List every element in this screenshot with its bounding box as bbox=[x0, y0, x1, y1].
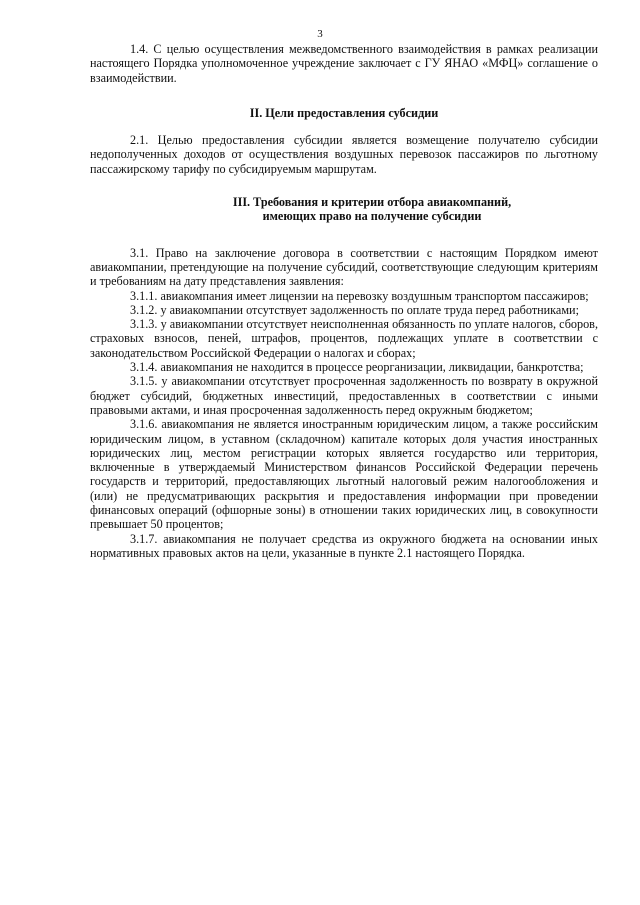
page-number: 3 bbox=[317, 28, 323, 40]
section-3-heading-block bbox=[90, 195, 598, 224]
paragraph-3-1-7: 3.1.7. авиакомпания не получает средства из окружного бюджета на основании иных нормативных правовых актов на цели, указанные в пункте 2.1 настоящего Порядка. bbox=[90, 531, 598, 560]
document-body bbox=[90, 42, 598, 560]
paragraph-2-1: 2.1. Целью предоставления субсидии является возмещение получателю субсидии недополученных доходов от осуществления воздушных перевозок пассажиров по льготному пассажирскому тарифу по субсидируемым маршрутам. bbox=[90, 133, 598, 176]
section-3-heading-line2: имеющих право на получение субсидии bbox=[262, 209, 482, 224]
paragraph-3-1: 3.1. Право на заключение договора в соответствии с настоящим Порядком имеют авиакомпании, претендующие на получение субсидий, соответствующие следующим критериям и требованиям на дату представления заявления: bbox=[90, 245, 598, 289]
paragraph-1-4: 1.4. С целью осуществления межведомственного взаимодействия в рамках реализации настоящего Порядка уполномоченное учреждение заключает с ГУ ЯНАО «МФЦ» соглашение о взаимодействии. bbox=[90, 42, 598, 85]
section-3-heading-line1: III. Требования и критерии отбора авиакомпаний, bbox=[232, 195, 512, 210]
paragraph-3-1-1: 3.1.1. авиакомпания имеет лицензии на перевозку воздушным транспортом пассажиров; bbox=[130, 288, 589, 303]
paragraph-3-1-6: 3.1.6. авиакомпания не является иностранным юридическим лицом, а также российским юридическим лицом, в уставном (складочном) капитале которых доля участия иностранных юридических лиц, местом регистрации которых является государство или территория, включенные в утверждаемый Министерством финансов Российской Федерации перечень государств и территорий, предоставляющих льготный налоговый режим налогообложения и (или) не предусматривающих раскрытия и предоставления информации при проведении финансовых операций (офшорные зоны) в отношении таких юридических лиц, в совокупности превышает 50 процентов; bbox=[90, 417, 598, 532]
section-2-heading-block bbox=[90, 106, 598, 120]
paragraph-3-1-4: 3.1.4. авиакомпания не находится в процессе реорганизации, ликвидации, банкротства; bbox=[130, 360, 584, 375]
paragraph-3-1-3: 3.1.3. у авиакомпании отсутствует неисполненная обязанность по уплате налогов, сборов, страховых взносов, пеней, штрафов, процентов, подлежащих уплате в соответствии с законодательством Российской Федерации о налогах и сборах; bbox=[90, 317, 598, 360]
section-2-heading: II. Цели предоставления субсидии bbox=[249, 105, 439, 120]
paragraph-3-1-2: 3.1.2. у авиакомпании отсутствует задолженность по оплате труда перед работниками; bbox=[130, 302, 579, 317]
paragraph-3-1-5: 3.1.5. у авиакомпании отсутствует просроченная задолженность по возврату в окружной бюджет субсидий, бюджетных инвестиций, предоставленных в соответствии с иными правовыми актами, и иная просроченная задолженность перед окружным бюджетом; bbox=[90, 374, 598, 417]
